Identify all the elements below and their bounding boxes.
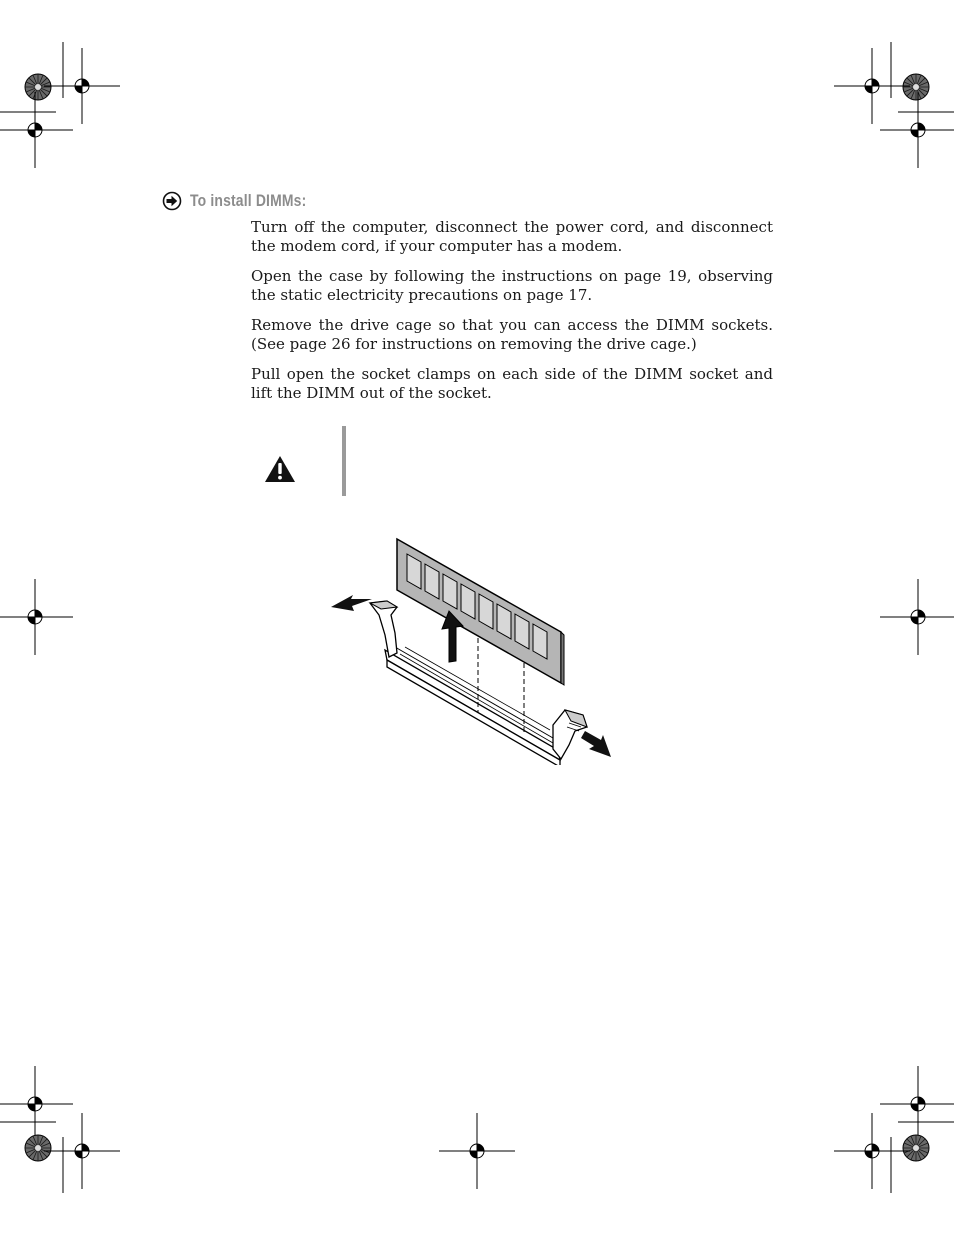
- step-3: Remove the drive cage so that you can access the DIMM sockets. (See page 26 for instructions on removing the drive cage.): [251, 316, 773, 353]
- step-4: Pull open the socket clamps on each side of the DIMM socket and lift the DIMM out of the socket.: [251, 365, 773, 402]
- step-list: [251, 218, 773, 414]
- arrow-right-circle-icon: [162, 191, 182, 211]
- left-socket-clamp: [370, 601, 397, 657]
- step-2: Open the case by following the instructions on page 19, observing the static electricity precautions on page 17.: [251, 267, 773, 304]
- warning-triangle-icon: [264, 454, 296, 484]
- procedure-title: To install DIMMs:: [190, 191, 307, 210]
- caution-bar: [342, 426, 346, 496]
- procedure-heading: [162, 190, 332, 212]
- right-clamp-arrow-icon: [581, 731, 611, 757]
- right-socket-clamp: [553, 710, 587, 759]
- step-1: Turn off the computer, disconnect the power cord, and disconnect the modem cord, if your computer has a modem.: [251, 218, 773, 255]
- dimm-removal-illustration: [325, 535, 615, 765]
- left-clamp-arrow-icon: [331, 595, 372, 611]
